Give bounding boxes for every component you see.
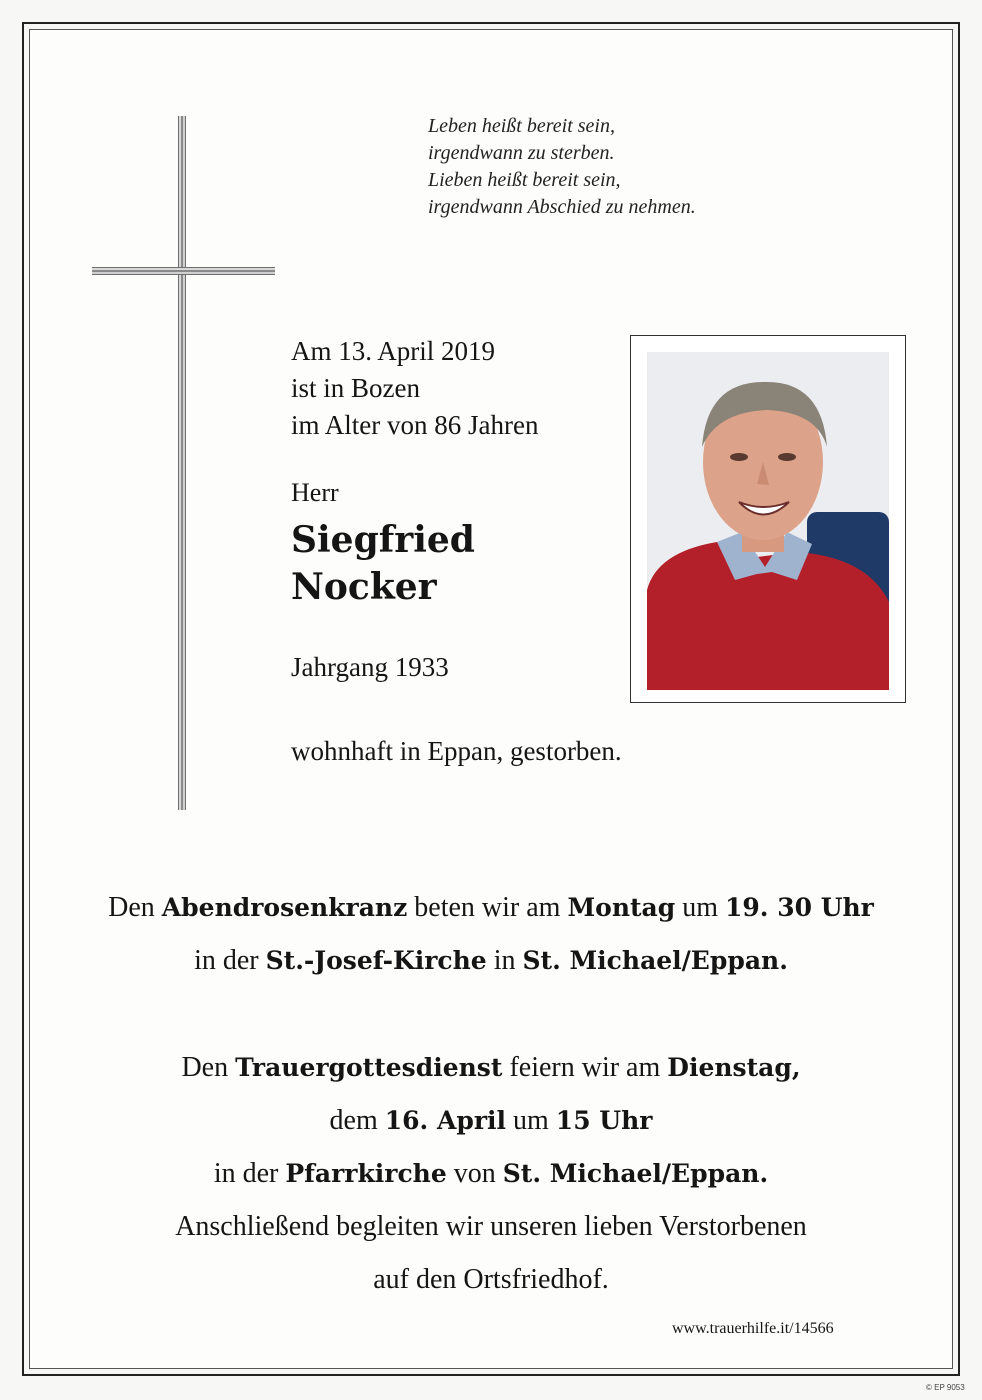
quote-line: irgendwann Abschied zu nehmen.: [428, 196, 696, 218]
rosary-line-2: in der St.-Josef-Kirche in St. Michael/Eppan.: [194, 945, 788, 976]
funeral-line-1: Den Trauergottesdienst feiern wir am Dienstag,: [181, 1052, 801, 1083]
funeral-line-4: Anschließend begleiten wir unseren lieben Verstorbenen: [175, 1211, 807, 1242]
birth-year: Jahrgang 1933: [291, 652, 449, 682]
deceased-name: [291, 517, 475, 611]
intro-line: im Alter von 86 Jahren: [291, 410, 539, 440]
salutation: Herr: [291, 478, 339, 507]
funeral-line-2: dem 16. April um 15 Uhr: [329, 1105, 653, 1136]
residence-text: wohnhaft in Eppan, gestorben.: [291, 736, 622, 766]
funeral-line-3: in der Pfarrkirche von St. Michael/Eppan.: [213, 1158, 769, 1189]
quote-line: Leben heißt bereit sein,: [428, 115, 615, 137]
memorial-quote: [428, 113, 696, 221]
funeral-announcement: [60, 1041, 922, 1306]
portrait-photo: [647, 352, 889, 690]
rosary-line-1: Den Abendrosenkranz beten wir am Montag um 19. 30 Uhr: [108, 892, 874, 923]
last-name: Nocker: [291, 566, 437, 608]
intro-line: Am 13. April 2019: [291, 336, 496, 366]
portrait-illustration: [647, 352, 889, 690]
quote-line: irgendwann zu sterben.: [428, 142, 615, 164]
cross-icon: [178, 116, 186, 810]
first-name: Siegfried: [291, 519, 475, 561]
website-link[interactable]: www.trauerhilfe.it/14566: [672, 1320, 834, 1337]
document-reference: © EP 9053: [926, 1383, 965, 1392]
cross-icon-beam: [92, 267, 275, 275]
rosary-announcement: [60, 881, 922, 987]
death-announcement: [291, 333, 538, 444]
funeral-line-5: auf den Ortsfriedhof.: [373, 1264, 609, 1295]
intro-line: ist in Bozen: [291, 373, 420, 403]
quote-line: Lieben heißt bereit sein,: [428, 169, 621, 191]
